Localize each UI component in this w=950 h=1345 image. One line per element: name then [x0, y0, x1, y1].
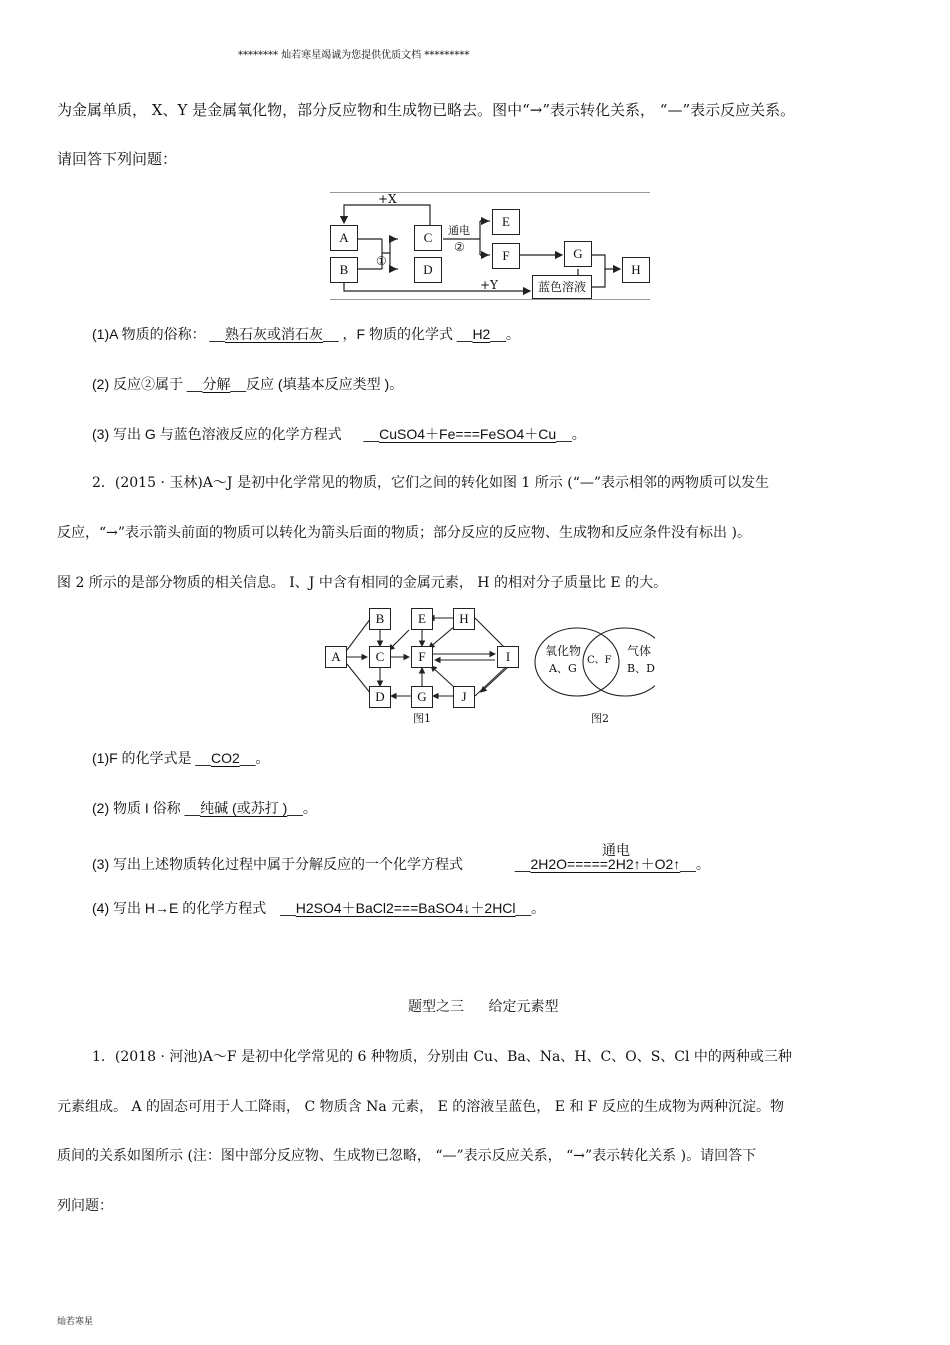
q2-a2-answer: 纯碱 (或苏打 )	[200, 800, 288, 816]
q2-line-2: 反应，“→”表示箭头前面的物质可以转化为箭头后面的物质；部分反应的反应物、生成物和反应条件没有标出 )。	[57, 525, 751, 541]
q1-a2-prompt: (2) 反应②属于	[92, 376, 183, 392]
fig1-node-E: E	[411, 608, 433, 630]
q2-answer-4: (4) 写出 H→E 的化学方程式 __H2SO4＋BaCl2===BaSO4↓＋2HCl__。	[92, 900, 546, 916]
section-3-title: 题型之三 给定元素型	[408, 999, 559, 1015]
node-B: B	[330, 257, 358, 283]
fig1-node-G: G	[411, 686, 433, 708]
fig1-node-J: J	[453, 686, 475, 708]
fig2-overlap: C、F	[587, 655, 612, 666]
q2-a1-answer: CO2	[211, 750, 240, 766]
q1-a3-prompt: (3) 写出 G 与蓝色溶液反应的化学方程式	[92, 426, 342, 442]
node-F: F	[492, 243, 520, 269]
q2-a1-end: 。	[255, 750, 270, 766]
fig1-caption: 图1	[413, 712, 431, 725]
q2-a2-end: 。	[302, 800, 317, 816]
q1-a2-answer: 分解	[202, 376, 231, 392]
q2-a4-end: 。	[531, 900, 546, 916]
q1-a1-answer: 熟石灰或消石灰	[225, 326, 324, 342]
q2-a2-prompt: (2) 物质 I 俗称	[92, 800, 181, 816]
label-step-1: ①	[376, 254, 387, 268]
section-3-line-2: 元素组成。 A 的固态可用于人工降雨， C 物质含 Na 元素， E 的溶液呈蓝色， E 和 F 反应的生成物为两种沉淀。物	[57, 1099, 784, 1115]
fig1-node-A: A	[325, 646, 347, 668]
intro-line-2: 请回答下列问题：	[57, 150, 178, 168]
q1-a1-prompt: (1)A 物质的俗称：	[92, 326, 206, 342]
label-plus-x: +X	[378, 192, 397, 206]
q1-a3-answer: CuSO4＋Fe===FeSO4＋Cu	[379, 426, 557, 442]
section-3-line-4: 列问题：	[57, 1198, 113, 1214]
q2-a4-prompt: (4) 写出 H→E 的化学方程式	[92, 900, 267, 916]
q1-a1-mid: ，F 物质的化学式	[342, 326, 453, 342]
q2-a3-end: 。	[695, 856, 710, 872]
q1-a1-end: 。	[505, 326, 520, 342]
fig1-node-D: D	[369, 686, 391, 708]
q2-line-1: 2．(2015 · 玉林)A～J 是初中化学常见的物质，它们之间的转化如图 1 所示 (“—”表示相邻的两物质可以发生	[92, 475, 770, 491]
q2-condition: 通电	[602, 842, 630, 858]
node-H: H	[622, 257, 650, 283]
q1-a1-answer-2: H2	[472, 326, 491, 342]
page-header: ******** 灿若寒星竭诚为您提供优质文档 *********	[238, 50, 470, 61]
label-step-2: ②	[454, 240, 465, 254]
q2-line-3: 图 2 所示的是部分物质的相关信息。 I、J 中含有相同的金属元素， H 的相对分子质量比 E 的大。	[57, 575, 668, 591]
section-3-line-1: 1．(2018 · 河池)A～F 是初中化学常见的 6 种物质，分别由 Cu、Ba、Na、H、C、O、S、Cl 中的两种或三种	[92, 1049, 792, 1065]
fig2-oxide-members: A、G	[549, 662, 577, 675]
node-G: G	[564, 241, 592, 267]
label-electrolysis: 通电	[448, 224, 470, 237]
q2-answer-1: (1)F 的化学式是 __CO2__。	[92, 750, 270, 766]
reaction-diagram-1	[330, 192, 650, 300]
fig2-gas-label: 气体	[627, 644, 652, 658]
page-footer: 灿若寒星	[57, 1317, 94, 1327]
section-3-line-3: 质间的关系如图所示 (注：图中部分反应物、生成物已忽略， “—”表示反应关系， “→”表示转化关系 )。请回答下	[57, 1148, 757, 1164]
reaction-diagram-2	[325, 606, 655, 728]
q2-answer-2: (2) 物质 I 俗称 __纯碱 (或苏打 )__。	[92, 800, 317, 816]
q2-a3-answer: 2H2O=====2H2↑＋O2↑	[530, 856, 681, 872]
fig1-node-C: C	[369, 646, 391, 668]
fig2-caption: 图2	[591, 712, 609, 725]
fig1-node-B: B	[369, 608, 391, 630]
q1-a3-end: 。	[571, 426, 586, 442]
q2-answer-3: (3) 写出上述物质转化过程中属于分解反应的一个化学方程式 __2H2O=====2H2↑＋O2↑__。	[92, 856, 710, 872]
node-D: D	[414, 257, 442, 283]
node-blue-solution: 蓝色溶液	[532, 275, 592, 299]
label-plus-y: +Y	[480, 278, 498, 292]
q1-answer-2: (2) 反应②属于 __分解__反应 (填基本反应类型 )。	[92, 376, 404, 392]
fig1-node-F: F	[411, 646, 433, 668]
q1-a2-end: 反应 (填基本反应类型 )。	[246, 376, 404, 392]
fig2-oxide-label: 氧化物	[545, 644, 582, 658]
q2-a1-prompt: (1)F 的化学式是	[92, 750, 192, 766]
node-A: A	[330, 225, 358, 251]
node-C: C	[414, 225, 442, 251]
q2-a3-prompt: (3) 写出上述物质转化过程中属于分解反应的一个化学方程式	[92, 856, 463, 872]
intro-line-1: 为金属单质， X、Y 是金属氧化物，部分反应物和生成物已略去。图中“→”表示转化关系， “—”表示反应关系。	[57, 101, 796, 119]
fig1-node-I: I	[497, 646, 519, 668]
q1-answer-3: (3) 写出 G 与蓝色溶液反应的化学方程式 __CuSO4＋Fe===FeSO4＋Cu__。	[92, 426, 586, 442]
q1-answer-1: (1)A 物质的俗称： __熟石灰或消石灰__ ，F 物质的化学式 __H2__。	[92, 326, 520, 342]
q2-a4-answer: H2SO4＋BaCl2===BaSO4↓＋2HCl	[295, 900, 516, 916]
fig2-gas-members: B、D	[627, 662, 655, 675]
fig1-node-H: H	[453, 608, 475, 630]
node-E: E	[492, 209, 520, 235]
